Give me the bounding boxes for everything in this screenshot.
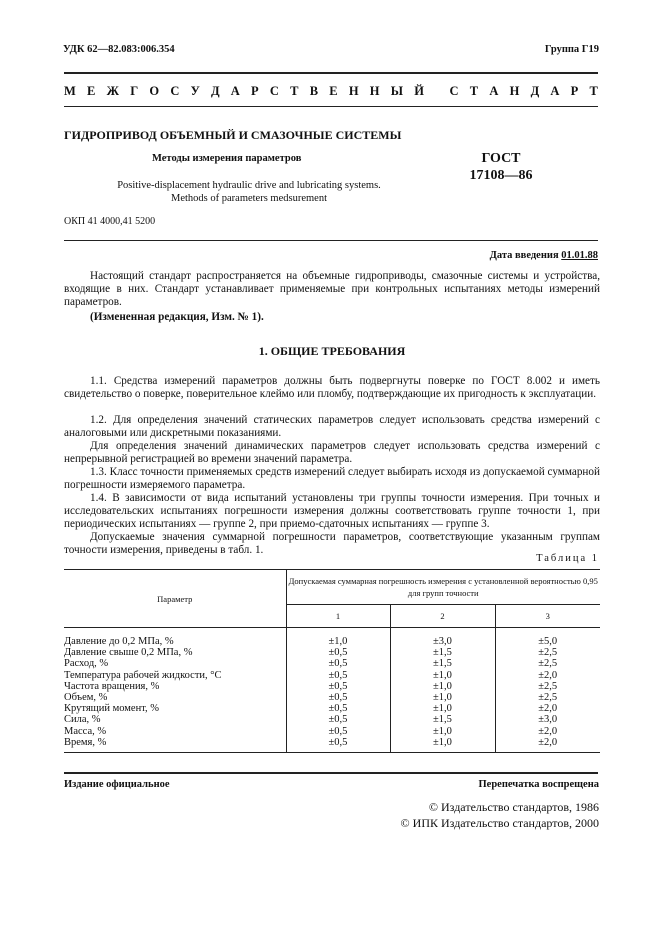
title-letter: Н [348, 84, 359, 98]
standard-type [64, 84, 598, 99]
table-body [64, 628, 600, 753]
header-rule [64, 106, 598, 107]
group-1-cell: ±0,5 [286, 714, 390, 725]
table-row [64, 658, 600, 669]
section-heading: 1. ОБЩИЕ ТРЕБОВАНИЯ [258, 344, 406, 358]
document-subtitle: Методы измерения параметров [152, 153, 302, 164]
group-3-cell: ±2,0 [538, 669, 558, 681]
english-title [64, 179, 434, 205]
paragraph-1-4: 1.4. В зависимости от вида испытаний установлены три группы точности измерения. При точных и исследовательских испытаниях погрешности измерения должны соответствовать группе точности 1, при периодических испытаниях — группе 2, при приемо-сдаточных испытаниях — группе 3. [64, 492, 600, 530]
title-letter: Ж [106, 84, 119, 98]
parameter-cell: Время, % [64, 737, 286, 753]
title-letter: Е [329, 84, 338, 98]
title-letter: С [269, 84, 279, 98]
title-letter: О [149, 84, 160, 98]
group-3-cell: ±2,5 [538, 680, 558, 692]
intro-amendment: (Измененная редакция, Изм. № 1). [90, 311, 264, 323]
table-row [64, 670, 600, 681]
title-letter: М [64, 84, 76, 98]
paragraph-1-3: 1.3. Класс точности применяемых средств измерений следует выбирать исходя из допускаемой суммарной погрешности измеряемого параметра. [64, 466, 600, 491]
table-row [64, 692, 600, 703]
title-letter: Т [290, 84, 299, 98]
group-2-cell: ±1,0 [390, 692, 495, 703]
table-caption: Таблица 1 [536, 553, 599, 564]
title-letter: Е [87, 84, 96, 98]
title-letter: Д [530, 84, 540, 98]
title-rule [64, 240, 598, 241]
title-letter: Й [414, 84, 424, 98]
official-edition: Издание официальное [64, 779, 170, 790]
paragraph-1-1: 1.1. Средства измерений параметров должны быть подвергнуты поверке по ГОСТ 8.002 и иметь свидетельство о поверке, поверительное клеймо или пломбу, подтверждающие их пригодность к эксплуатации. [64, 375, 600, 400]
column-header-group-2: 2 [390, 605, 495, 628]
title-letter: Т [469, 84, 479, 98]
parameter-cell: Расход, % [64, 658, 286, 669]
parameter-cell: Давление свыше 0,2 МПа, % [64, 647, 286, 658]
parameter-cell: Масса, % [64, 726, 286, 737]
gost-number: 17108—86 [469, 168, 533, 183]
group-2-cell: ±1,0 [390, 726, 495, 737]
parameter-cell: Частота вращения, % [64, 681, 286, 692]
group-1-cell: ±1,0 [286, 628, 390, 648]
document-title: ГИДРОПРИВОД ОБЪЕМНЫЙ И СМАЗОЧНЫЕ СИСТЕМЫ [64, 128, 402, 142]
group-1-cell: ±0,5 [286, 681, 390, 692]
table-row [64, 726, 600, 737]
group-code: Группа Г19 [544, 44, 599, 55]
title-letter: Н [509, 84, 520, 98]
table-row [64, 737, 600, 753]
title-letter: Р [570, 84, 579, 98]
group-1-cell: ±0,5 [286, 670, 390, 681]
paragraph-1-4-values: Допускаемые значения суммарной погрешности параметров, соответствующие указанным группам точности измерения, приведены в табл. 1. [64, 531, 600, 556]
title-letter: Н [369, 84, 380, 98]
group-3-cell: ±3,0 [538, 714, 558, 726]
title-letter: В [309, 84, 319, 98]
group-3-cell: ±5,0 [538, 636, 558, 647]
group-1-cell: ±0,5 [286, 647, 390, 658]
group-3-cell: ±2,5 [538, 658, 558, 670]
group-1-cell: ±0,5 [286, 658, 390, 669]
accuracy-table [64, 569, 600, 753]
table-row [64, 714, 600, 725]
title-letter: Г [130, 84, 139, 98]
group-2-cell: ±1,5 [390, 714, 495, 725]
footer-rule [64, 772, 598, 774]
table-row [64, 681, 600, 692]
table-row [64, 647, 600, 658]
top-rule [64, 72, 598, 74]
copyright-1986: © Издательство стандартов, 1986 [428, 800, 599, 814]
english-title-line1: Positive-displacement hydraulic drive and lubricating systems. [117, 180, 381, 191]
title-letter: Т [589, 84, 598, 98]
column-header-group-1: 1 [286, 605, 390, 628]
okp-code: ОКП 41 4000,41 5200 [64, 216, 156, 227]
title-letter: А [550, 84, 560, 98]
standard-type-letters [64, 84, 598, 99]
group-1-cell: ±0,5 [286, 692, 390, 703]
title-letter: Ы [390, 84, 404, 98]
column-header-parameter: Параметр [64, 570, 286, 628]
letter-gap [435, 84, 438, 99]
copyright-2000: © ИПК Издательство стандартов, 2000 [400, 816, 599, 830]
column-header-group-3: 3 [495, 605, 600, 628]
parameter-cell: Давление до 0,2 МПа, % [64, 628, 286, 648]
intro-date [490, 250, 598, 261]
column-header-error: Допускаемая суммарная погрешность измерения с установленной вероятностью 0,95 для групп точности [286, 570, 600, 605]
group-3-cell: ±2,0 [538, 725, 558, 737]
group-3-cell: ±2,0 [538, 703, 558, 715]
group-2-cell: ±1,5 [390, 658, 495, 669]
gost-designation [466, 150, 536, 184]
group-3-cell: ±2,0 [495, 737, 600, 753]
group-2-cell: ±3,0 [390, 628, 495, 648]
table-row [64, 703, 600, 714]
title-letter: А [489, 84, 499, 98]
title-letter: А [230, 84, 240, 98]
title-letter: Р [251, 84, 259, 98]
group-1-cell: ±0,5 [286, 737, 390, 753]
title-letter: С [170, 84, 180, 98]
intro-date-label: Дата введения [489, 250, 559, 261]
intro-date-value: 01.01.88 [561, 250, 598, 261]
group-2-cell: ±1,0 [390, 737, 495, 753]
parameter-cell: Объем, % [64, 692, 286, 703]
group-3-cell: ±2,5 [538, 692, 558, 704]
group-2-cell: ±1,0 [390, 681, 495, 692]
english-title-line2: Methods of parameters medsurement [171, 193, 327, 204]
paragraph-1-2-dynamic: Для определения значений динамических параметров следует использовать средства измерений с непрерывной регистрацией во времени значений параметра. [64, 440, 600, 465]
paragraph-1-2: 1.2. Для определения значений статических параметров следует использовать средства измерений с аналоговыми или дискретными показаниями. [64, 414, 600, 439]
group-2-cell: ±1,0 [390, 703, 495, 714]
udk-code: УДК 62—82.083:006.354 [63, 44, 175, 55]
group-3-cell: ±2,5 [538, 647, 558, 659]
parameter-cell: Температура рабочей жидкости, °С [64, 670, 286, 681]
reprint-notice: Перепечатка воспрещена [478, 779, 599, 790]
group-1-cell: ±0,5 [286, 726, 390, 737]
table-row [64, 628, 600, 648]
title-letter: Д [210, 84, 220, 98]
group-2-cell: ±1,0 [390, 670, 495, 681]
group-1-cell: ±0,5 [286, 703, 390, 714]
title-letter: С [449, 84, 459, 98]
parameter-cell: Сила, % [64, 714, 286, 725]
gost-label: ГОСТ [481, 151, 521, 166]
parameter-cell: Крутящий момент, % [64, 703, 286, 714]
title-letter: У [190, 84, 200, 98]
intro-paragraph: Настоящий стандарт распространяется на объемные гидроприводы, смазочные системы и устройства, входящие в них. Стандарт устанавливает применяемые при контрольных испытаниях методы измерений параметров. [64, 270, 600, 308]
group-2-cell: ±1,5 [390, 647, 495, 658]
